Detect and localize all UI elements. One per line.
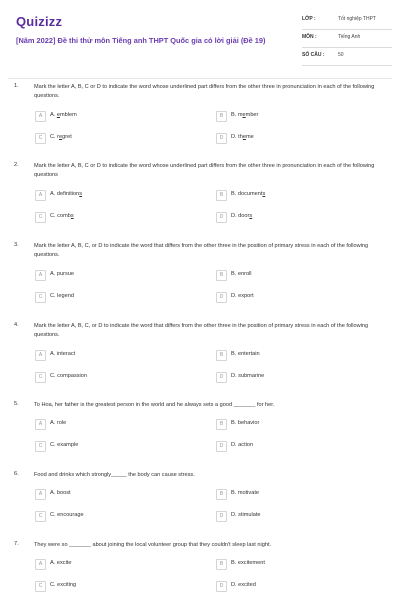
- quizizz-logo[interactable]: Quizizz: [16, 14, 63, 29]
- option-letter-box: C: [35, 581, 46, 592]
- meta-row-class: [302, 15, 392, 30]
- option-label: C.: [50, 213, 56, 219]
- option-text: [231, 213, 252, 219]
- option-underlined-part: e: [242, 112, 246, 118]
- answer-option-b[interactable]: [216, 419, 366, 431]
- answer-option-b[interactable]: [216, 190, 366, 202]
- answer-option-a[interactable]: [35, 489, 185, 501]
- question-text: Food and drinks which strongly_____ the body can cause stress.: [34, 472, 195, 478]
- option-word-end: gret: [62, 134, 72, 140]
- option-word-end: me: [245, 134, 254, 140]
- option-word-start: definition: [56, 191, 80, 197]
- option-text: [231, 293, 254, 299]
- option-text: [50, 373, 87, 379]
- option-label: D.: [231, 442, 237, 448]
- worksheet-title: [Năm 2022] Đề thi thử môn Tiếng anh THPT Quốc gia có lời giải (Đề 19): [16, 36, 266, 45]
- option-letter-box: D: [216, 212, 227, 223]
- option-text: [231, 420, 259, 426]
- meta-row-question-count: [302, 51, 392, 66]
- option-word-start: motivate: [237, 490, 259, 496]
- option-word-start: excitement: [237, 560, 265, 566]
- worksheet-meta: [302, 15, 392, 69]
- option-word-start: legend: [57, 293, 74, 299]
- option-word-start: excite: [56, 560, 72, 566]
- option-word-start: document: [237, 191, 263, 197]
- answer-option-b[interactable]: [216, 270, 366, 282]
- option-text: [231, 560, 265, 566]
- meta-value-question-count: 50: [338, 52, 344, 58]
- option-text: [231, 134, 254, 140]
- option-underlined-part: e: [242, 134, 246, 140]
- option-letter-box: B: [216, 190, 227, 201]
- option-letter-box: D: [216, 441, 227, 452]
- option-letter-box: D: [216, 133, 227, 144]
- option-word-start: submarine: [238, 373, 265, 379]
- question-text: Mark the letter A, B, C, or D to indicate the word that differs from the other three in the position of primary stress in each of the following questions.: [34, 323, 369, 338]
- option-word-start: interact: [56, 351, 76, 357]
- answer-option-a[interactable]: [35, 419, 185, 431]
- answer-option-d[interactable]: [216, 133, 366, 145]
- option-text: [50, 442, 78, 448]
- option-label: B.: [231, 271, 237, 277]
- answer-option-c[interactable]: [35, 441, 185, 453]
- option-label: D.: [231, 512, 237, 518]
- question-number: 3.: [14, 242, 19, 248]
- option-label: B.: [231, 490, 237, 496]
- option-word-start: role: [56, 420, 67, 426]
- answer-option-a[interactable]: [35, 559, 185, 571]
- option-word-start: encourage: [57, 512, 84, 518]
- answer-option-d[interactable]: [216, 292, 366, 304]
- option-text: [231, 191, 265, 197]
- option-text: [50, 293, 74, 299]
- option-letter-box: C: [35, 372, 46, 383]
- option-word-start: pursue: [56, 271, 74, 277]
- option-word-start: comb: [57, 213, 71, 219]
- option-label: A.: [50, 560, 56, 566]
- answer-option-a[interactable]: [35, 270, 185, 282]
- question-number: 2.: [14, 162, 19, 168]
- option-text: [50, 490, 71, 496]
- option-word-start: door: [238, 213, 250, 219]
- option-word-start: exciting: [57, 582, 77, 588]
- worksheet-page: [8, 6, 392, 600]
- answer-option-c[interactable]: [35, 133, 185, 145]
- question-text: To Hoa, her father is the greatest person in the world and he always sets a good _______ for her.: [34, 402, 275, 408]
- option-label: A.: [50, 191, 56, 197]
- option-text: [50, 134, 72, 140]
- answer-option-b[interactable]: [216, 489, 366, 501]
- option-letter-box: A: [35, 111, 46, 122]
- option-underlined-part: e: [59, 134, 63, 140]
- question-text: Mark the letter A, B, C or D to indicate the word whose underlined part differs from the other three in pronunciation in each of the following questions: [34, 163, 375, 178]
- option-label: A.: [50, 420, 56, 426]
- option-text: [231, 512, 261, 518]
- option-letter-box: D: [216, 372, 227, 383]
- option-letter-box: A: [35, 190, 46, 201]
- option-text: [231, 442, 253, 448]
- option-underlined-part: s: [70, 213, 74, 219]
- option-label: D.: [231, 213, 237, 219]
- option-label: D.: [231, 373, 237, 379]
- answer-option-b[interactable]: [216, 111, 366, 123]
- option-letter-box: A: [35, 489, 46, 500]
- option-word-start: behavior: [237, 420, 260, 426]
- option-word-start: example: [57, 442, 79, 448]
- option-text: [50, 351, 75, 357]
- meta-label-class: LỚP :: [302, 16, 316, 22]
- option-underlined-part: e: [56, 112, 60, 118]
- option-text: [50, 191, 82, 197]
- option-text: [231, 112, 258, 118]
- option-text: [50, 271, 74, 277]
- option-letter-box: B: [216, 111, 227, 122]
- option-word-start: export: [238, 293, 254, 299]
- option-word-end: mber: [245, 112, 259, 118]
- answer-option-d[interactable]: [216, 372, 366, 384]
- answer-option-c[interactable]: [35, 292, 185, 304]
- option-word-start: r: [57, 134, 60, 140]
- answer-option-c[interactable]: [35, 372, 185, 384]
- option-letter-box: C: [35, 292, 46, 303]
- option-word-start: boost: [56, 490, 71, 496]
- option-label: D.: [231, 134, 237, 140]
- header-divider: [8, 78, 392, 79]
- option-label: B.: [231, 420, 237, 426]
- answer-option-a[interactable]: [35, 190, 185, 202]
- option-word-start: action: [238, 442, 254, 448]
- option-word-start: enroll: [237, 271, 252, 277]
- option-letter-box: C: [35, 133, 46, 144]
- meta-value-class: Tốt nghiệp THPT: [338, 16, 376, 22]
- option-text: [50, 512, 84, 518]
- option-letter-box: A: [35, 270, 46, 281]
- option-label: A.: [50, 271, 56, 277]
- option-letter-box: D: [216, 292, 227, 303]
- question-text: They were so _______ about joining the local volunteer group that they couldn't sleep last night.: [34, 542, 272, 548]
- question-number: 4.: [14, 322, 19, 328]
- option-letter-box: C: [35, 212, 46, 223]
- option-letter-box: A: [35, 419, 46, 430]
- option-text: [50, 213, 74, 219]
- answer-option-d[interactable]: [216, 581, 366, 593]
- option-word-start: stimulate: [238, 512, 261, 518]
- option-label: C.: [50, 512, 56, 518]
- meta-label-question-count: SỐ CÂU :: [302, 52, 325, 58]
- option-label: C.: [50, 582, 56, 588]
- option-label: A.: [50, 490, 56, 496]
- worksheet-header: [8, 6, 392, 64]
- meta-row-subject: [302, 33, 392, 48]
- option-underlined-part: s: [262, 191, 266, 197]
- option-text: [231, 351, 260, 357]
- option-letter-box: D: [216, 511, 227, 522]
- option-label: C.: [50, 442, 56, 448]
- answer-option-c[interactable]: [35, 581, 185, 593]
- option-label: B.: [231, 191, 237, 197]
- question-number: 7.: [14, 541, 19, 547]
- answer-option-b[interactable]: [216, 559, 366, 571]
- option-letter-box: A: [35, 350, 46, 361]
- option-word-end: mblem: [59, 112, 77, 118]
- option-text: [50, 420, 66, 426]
- option-letter-box: B: [216, 270, 227, 281]
- option-letter-box: B: [216, 559, 227, 570]
- option-letter-box: B: [216, 350, 227, 361]
- option-underlined-part: s: [79, 191, 83, 197]
- option-label: C.: [50, 373, 56, 379]
- option-underlined-part: s: [249, 213, 253, 219]
- option-label: B.: [231, 351, 237, 357]
- option-word-start: m: [237, 112, 243, 118]
- question-number: 1.: [14, 83, 19, 89]
- option-label: C.: [50, 293, 56, 299]
- answer-option-c[interactable]: [35, 511, 185, 523]
- question-number: 5.: [14, 401, 19, 407]
- answer-option-a[interactable]: [35, 111, 185, 123]
- question-number: 6.: [14, 471, 19, 477]
- option-text: [231, 373, 264, 379]
- option-word-start: compassion: [57, 373, 88, 379]
- option-label: C.: [50, 134, 56, 140]
- option-letter-box: C: [35, 511, 46, 522]
- option-text: [50, 582, 76, 588]
- option-label: A.: [50, 112, 56, 118]
- option-text: [231, 582, 256, 588]
- option-text: [50, 560, 71, 566]
- option-label: A.: [50, 351, 56, 357]
- answer-option-d[interactable]: [216, 441, 366, 453]
- answer-option-c[interactable]: [35, 212, 185, 224]
- option-label: B.: [231, 112, 237, 118]
- option-letter-box: B: [216, 419, 227, 430]
- option-text: [50, 112, 77, 118]
- option-label: B.: [231, 560, 237, 566]
- answer-option-b[interactable]: [216, 350, 366, 362]
- option-word-start: th: [238, 134, 243, 140]
- meta-label-subject: MÔN :: [302, 34, 317, 40]
- option-word-start: excited: [238, 582, 256, 588]
- meta-value-subject: Tiếng Anh: [338, 34, 361, 40]
- option-letter-box: B: [216, 489, 227, 500]
- option-label: D.: [231, 582, 237, 588]
- answer-option-d[interactable]: [216, 511, 366, 523]
- question-text: Mark the letter A, B, C or D to indicate the word whose underlined part differs from the other three in pronunciation in each of the following questions.: [34, 84, 375, 99]
- answer-option-a[interactable]: [35, 350, 185, 362]
- option-letter-box: D: [216, 581, 227, 592]
- answer-option-d[interactable]: [216, 212, 366, 224]
- option-word-start: entertain: [237, 351, 260, 357]
- option-letter-box: C: [35, 441, 46, 452]
- option-label: D.: [231, 293, 237, 299]
- option-text: [231, 490, 259, 496]
- option-letter-box: A: [35, 559, 46, 570]
- option-text: [231, 271, 252, 277]
- question-text: Mark the letter A, B, C, or D to indicate the word that differs from the other three in the position of primary stress in each of the following questions.: [34, 243, 369, 258]
